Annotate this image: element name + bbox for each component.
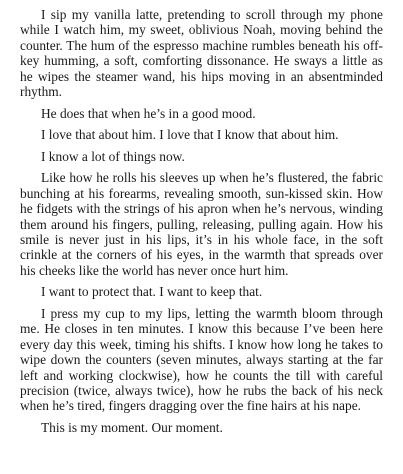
paragraph-8: This is my moment. Our moment.	[41, 420, 223, 436]
paragraph-7: I press my cup to my lips, letting the warmth bloom through me. He closes in ten minutes. I know this because I’ve been here every day this week, timing his shifts. I know how long he takes to wipe down the counters (seven minutes, always starting at the far left and working clockwise), how he counts the till with careful precision (twice, always twice), how he rubs the back of his neck when he’s tired, fingers dragging over the fine hairs at his nape.	[20, 306, 383, 414]
paragraph-1: I sip my vanilla latte, pretending to scroll through my phone while I watch him, my sweet, oblivious Noah, moving behind the counter. The hum of the espresso machine rumbles beneath his off-key humming, a soft, comforting dissonance. He sways a little as he wipes the steamer wand, his hips moving in an absentminded rhythm.	[20, 7, 383, 100]
paragraph-6: I want to protect that. I want to keep that.	[41, 284, 263, 300]
paragraph-2: He does that when he’s in a good mood.	[41, 105, 256, 121]
paragraph-3: I love that about him. I love that I know that about him.	[41, 127, 339, 143]
paragraph-4: I know a lot of things now.	[41, 148, 185, 164]
paragraph-5: Like how he rolls his sleeves up when he’s flustered, the fabric bunching at his forearms, revealing smooth, sun-kissed skin. How he fidgets with the strings of his apron when he’s nervous, winding them around his fingers, pulling, releasing, pulling again. How his smile is never just in his lips, it’s in his whole face, in the soft crinkle at the corners of his eyes, in the warmth that spreads over his cheeks like the world has never once hurt him.	[20, 170, 383, 278]
